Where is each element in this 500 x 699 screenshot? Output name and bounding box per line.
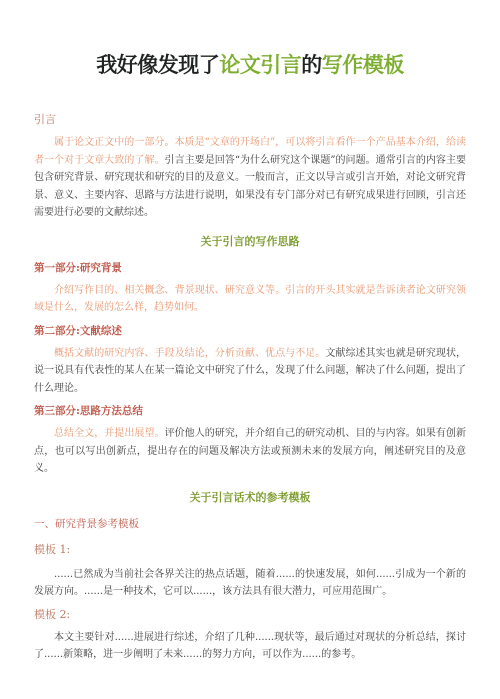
model2-label: 模板 2: [34, 607, 71, 621]
intro-explanation: 引言主要是回答“为什么研究这个课题”的问题。通常引言的内容主要包含研究背景、研究现状和研究的目的及意义。一般而言，正文以导言或引言开始，对论文研究背景、意义、主要内容、思路与方法进行说明，如果没有专门部分对已有研究成果进行回顾，引言还需要进行必要的文献综述。 [34, 154, 467, 218]
intro-heading: 引言 [34, 113, 56, 126]
part3-summary: 总结全文，并提出展望。 [54, 428, 165, 439]
title-part-4: 写作模板 [321, 53, 404, 77]
part3-text [34, 425, 466, 478]
part1-heading: 第一部分:研究背景 [34, 261, 122, 274]
part2-heading: 第二部分:文献综述 [34, 324, 122, 337]
part1-text: 介绍写作目的、相关概念、背景现状、研究意义等。引言的开头其实就是告诉读者论文研究领域是什么，发展的怎么样，趋势如何。 [34, 284, 466, 313]
model2-text: 本文主要针对......进展进行综述，介绍了几种......现状等，最后通过对现状的分析总结，探讨了......新策略，进一步阐明了未来......的努力方向，可以作为......的参考。 [34, 631, 466, 660]
writing-ideas-heading: 关于引言的写作思路 [200, 234, 300, 248]
title-part-3: 的 [301, 53, 322, 77]
part2-text [34, 345, 466, 398]
intro-paragraph [34, 134, 466, 222]
background-templates-heading: 一、研究背景参考模板 [34, 517, 139, 530]
part2-summary: 概括文献的研究内容、手段及结论，分析贡献、优点与不足。 [54, 347, 326, 359]
page-title [34, 0, 466, 80]
part2-detail: 文献综述其实也就是研究现状，说一说具有代表性的某人在某一篇论文中研究了什么，发现了什么问题，解决了什么问题，提出了什么理论。 [34, 347, 467, 394]
model1-text: ......已然成为当前社会各界关注的热点话题，随着......的快速发展，如何......引成为一个新的发展方向。......是一种技术，它可以......，该方法具有很大潜力，可应用范围广。 [34, 568, 466, 597]
intro-definition: 属于论文正文中的一部分。本质是“文章的开场白”，可以将引言看作一个产品基本介绍，给读者一个对于文章大致的了解。 [34, 137, 466, 166]
part3-detail: 评价他人的研究，并介绍自己的研究动机、目的与内容。如果有创新点，也可以写出创新点，提出存在的问题及解决方法或预测未来的发展方向，阐述研究目的及意义。 [34, 428, 467, 474]
templates-heading: 关于引言话术的参考模板 [189, 490, 311, 504]
title-part-2: 论文引言 [219, 53, 302, 77]
part3-heading: 第三部分:思路方法总结 [34, 405, 143, 417]
title-part-1: 我好像发现了 [96, 53, 220, 77]
model1-label: 模板 1: [34, 542, 71, 556]
